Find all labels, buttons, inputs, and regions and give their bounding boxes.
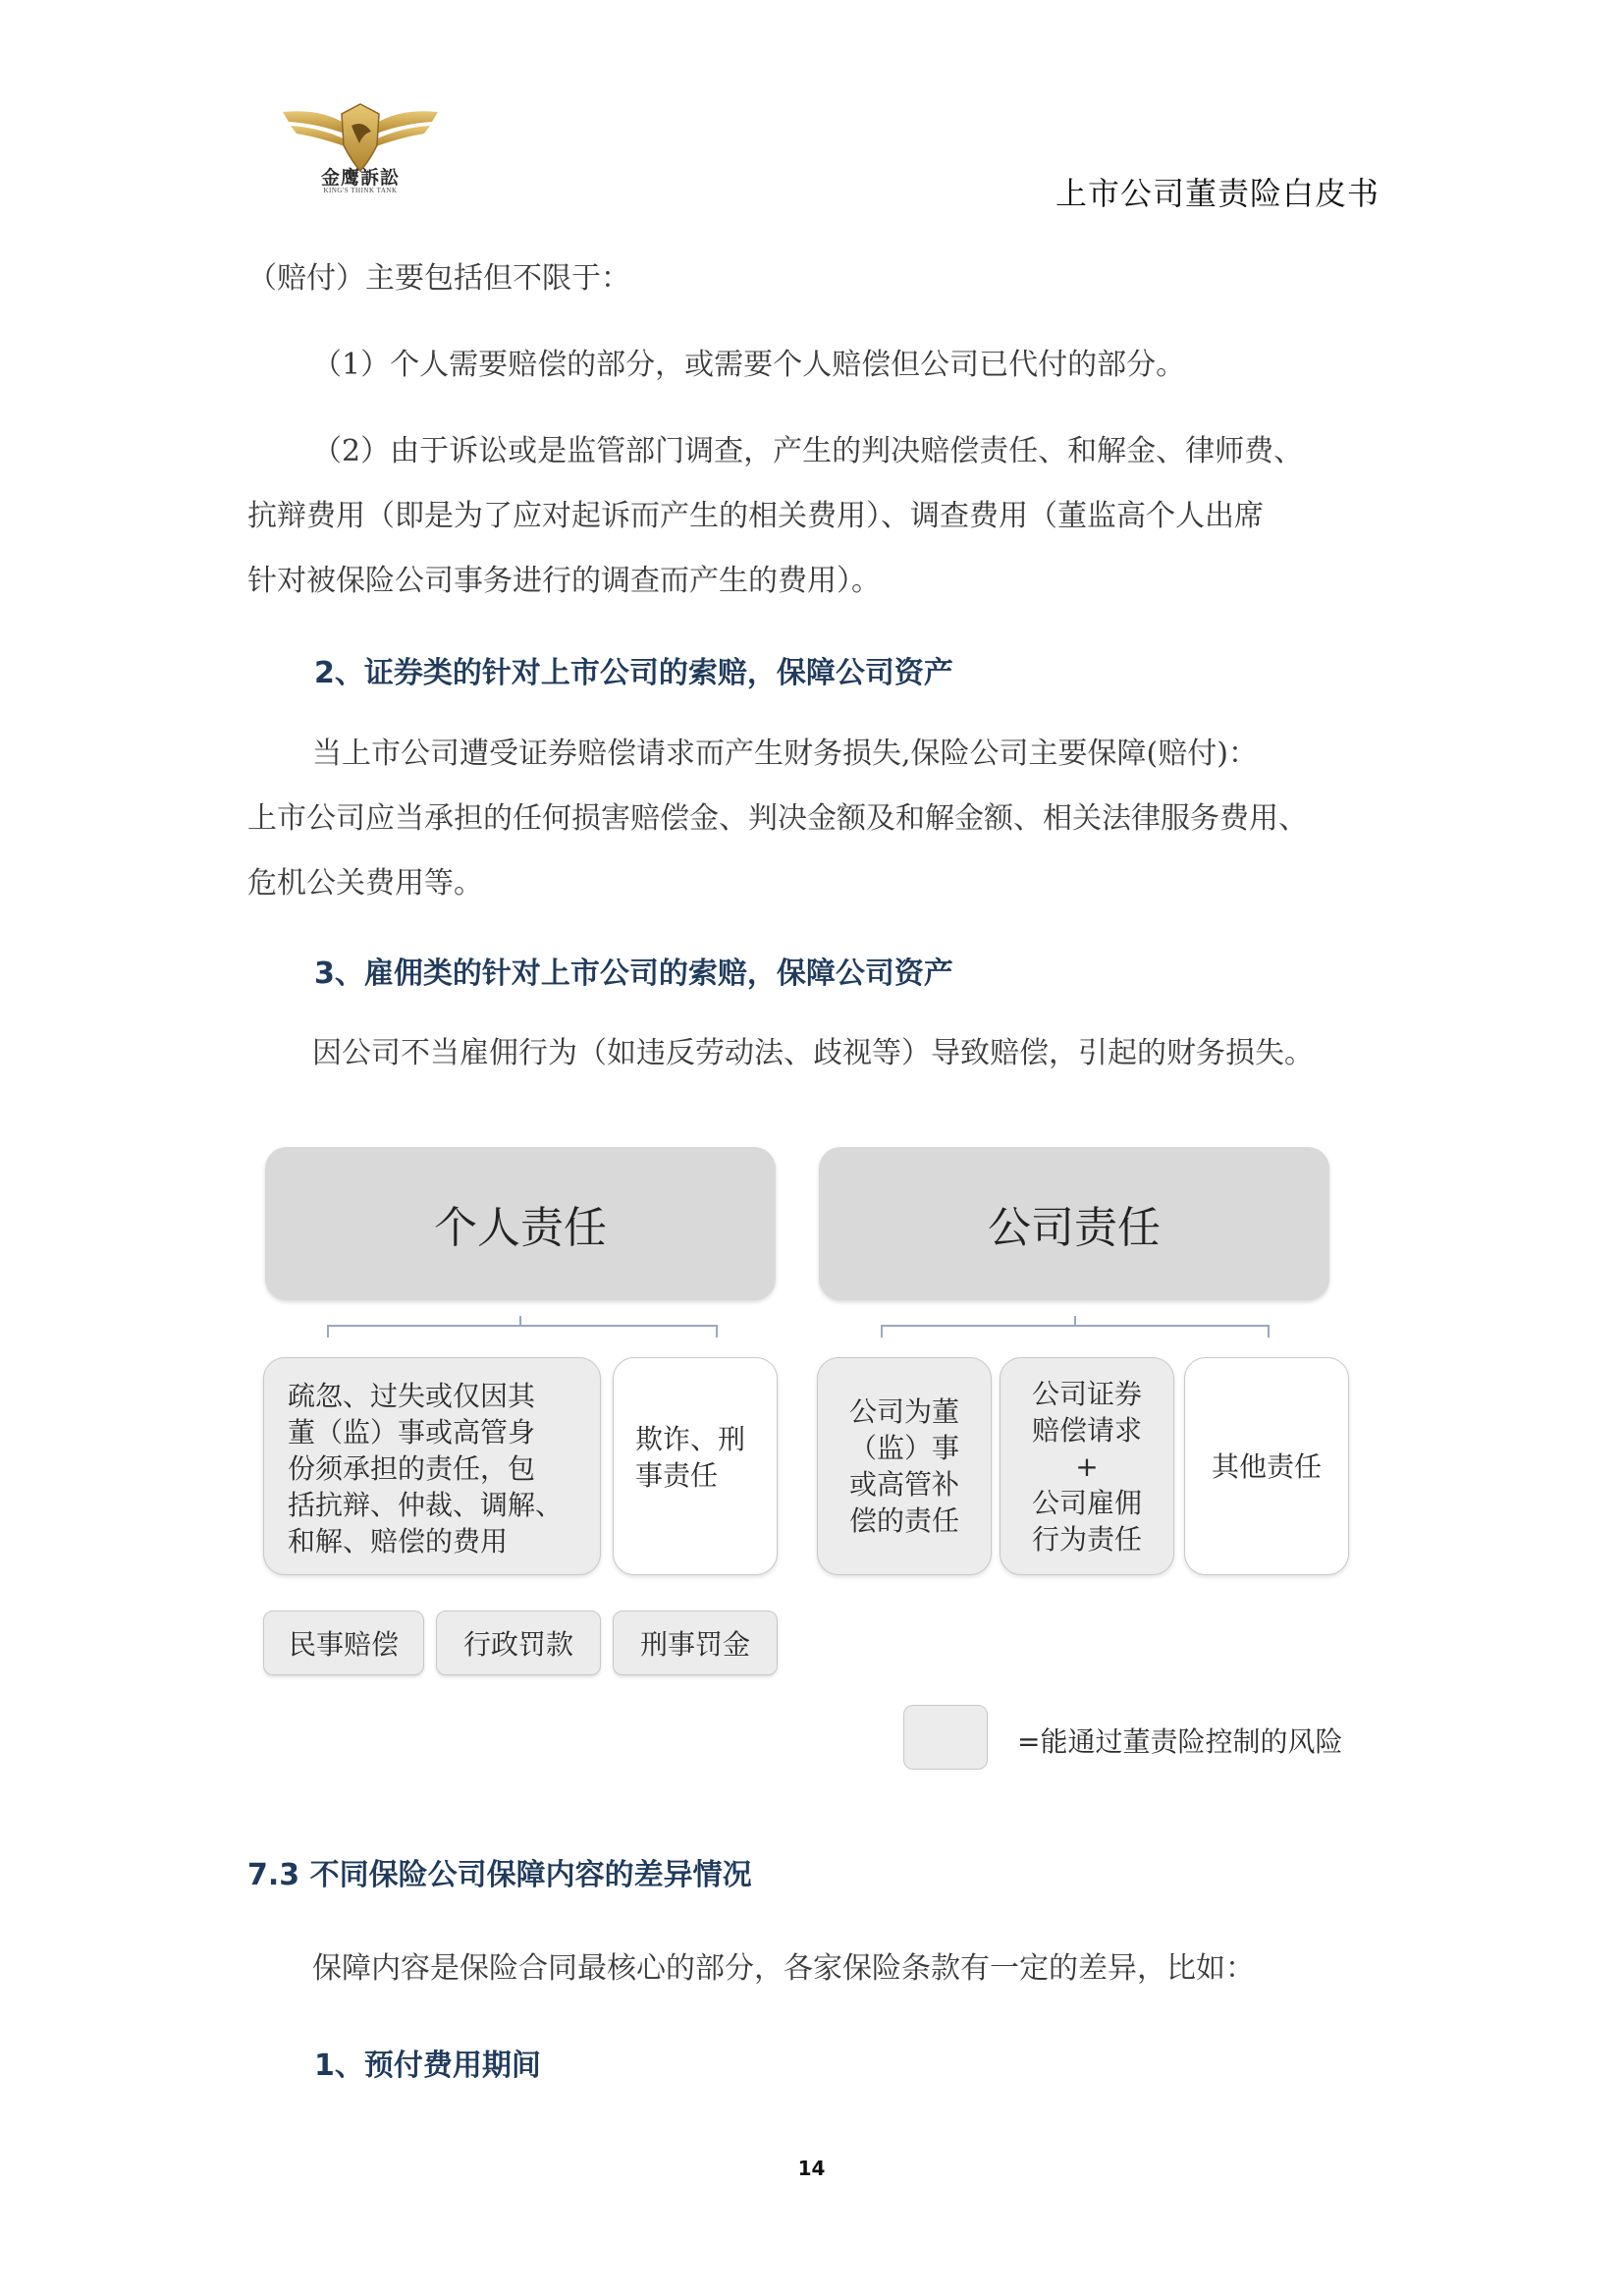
company-indemnification-box	[817, 1357, 992, 1575]
box-line: 事责任	[635, 1459, 719, 1492]
box-line: 其他责任	[1211, 1449, 1322, 1483]
tag-civil-compensation: 民事赔偿	[263, 1611, 424, 1675]
fraud-criminal-liability-box	[613, 1357, 778, 1575]
document-title: 上市公司董责险白皮书	[1055, 175, 1380, 212]
paragraph-securities-line2: 上市公司应当承担的任何损害赔偿金、判决金额及和解金额、相关法律服务费用、	[247, 801, 1308, 836]
box-line: 公司雇佣	[1031, 1486, 1142, 1519]
box-line: 括抗辩、仲裁、调解、	[288, 1489, 564, 1521]
other-liability-box	[1184, 1357, 1349, 1575]
logo-name: 金鹰訴訟	[320, 167, 400, 189]
box-line: 公司证券	[1031, 1377, 1142, 1410]
box-line: 行为责任	[1031, 1522, 1142, 1556]
page-number: 14	[797, 2157, 826, 2180]
paragraph-item-2-line1: （2）由于诉讼或是监管部门调查，产生的判决赔偿责任、和解金、律师费、	[312, 434, 1304, 468]
box-line: 欺诈、刑	[635, 1423, 746, 1455]
paragraph-coverage-differences: 保障内容是保险合同最核心的部分，各家保险条款有一定的差异，比如：	[312, 1951, 1255, 1986]
paragraph-securities-line1: 当上市公司遭受证券赔偿请求而产生财务损失,保险公司主要保障(赔付)：	[312, 737, 1258, 771]
paragraph-employment: 因公司不当雇佣行为（如违反劳动法、歧视等）导致赔偿，引起的财务损失。	[312, 1036, 1314, 1070]
paragraph-item-2-line2: 抗辩费用（即是为了应对起诉而产生的相关费用）、调查费用（董监高个人出席	[247, 499, 1264, 533]
box-line: 董（监）事或高管身	[288, 1416, 536, 1449]
legend-swatch	[903, 1705, 988, 1770]
heading-prepaid-expense-period: 1、预付费用期间	[314, 2049, 541, 2083]
box-line: 和解、赔偿的费用	[288, 1525, 509, 1558]
box-line: 偿的责任	[848, 1504, 959, 1537]
box-line: 或高管补	[848, 1468, 959, 1501]
logo-subtitle: KING'S THINK TANK	[323, 187, 398, 194]
box-line: 赔偿请求	[1031, 1413, 1142, 1447]
box-line: 份须承担的责任，包	[288, 1452, 536, 1485]
paragraph-intro: （赔付）主要包括但不限于：	[247, 261, 630, 296]
paragraph-item-1: （1）个人需要赔偿的部分，或需要个人赔偿但公司已代付的部分。	[312, 348, 1186, 382]
tag-administrative-fine: 行政罚款	[436, 1611, 601, 1675]
paragraph-item-2-line3: 针对被保险公司事务进行的调查而产生的费用）。	[247, 564, 881, 598]
box-line: 疏忽、过失或仅因其	[288, 1380, 536, 1412]
paragraph-securities-line3: 危机公关费用等。	[247, 866, 483, 901]
tag-criminal-fine: 刑事罚金	[613, 1611, 778, 1675]
box-line: 公司为董	[848, 1395, 959, 1428]
heading-securities-claims: 2、证券类的针对上市公司的索赔，保障公司资产	[314, 656, 953, 690]
negligence-liability-box	[263, 1357, 601, 1575]
box-line: （监）事	[848, 1432, 959, 1464]
legend-label: =能通过董责险控制的风险	[1017, 1725, 1343, 1758]
section-heading-7-3: 7.3 不同保险公司保障内容的差异情况	[247, 1858, 752, 1892]
heading-employment-claims: 3、雇佣类的针对上市公司的索赔，保障公司资产	[314, 957, 953, 991]
company-liability-header: 公司责任	[819, 1147, 1329, 1300]
personal-liability-header: 个人责任	[265, 1147, 776, 1300]
securities-employment-box	[1000, 1357, 1174, 1575]
box-line: +	[1075, 1449, 1099, 1483]
